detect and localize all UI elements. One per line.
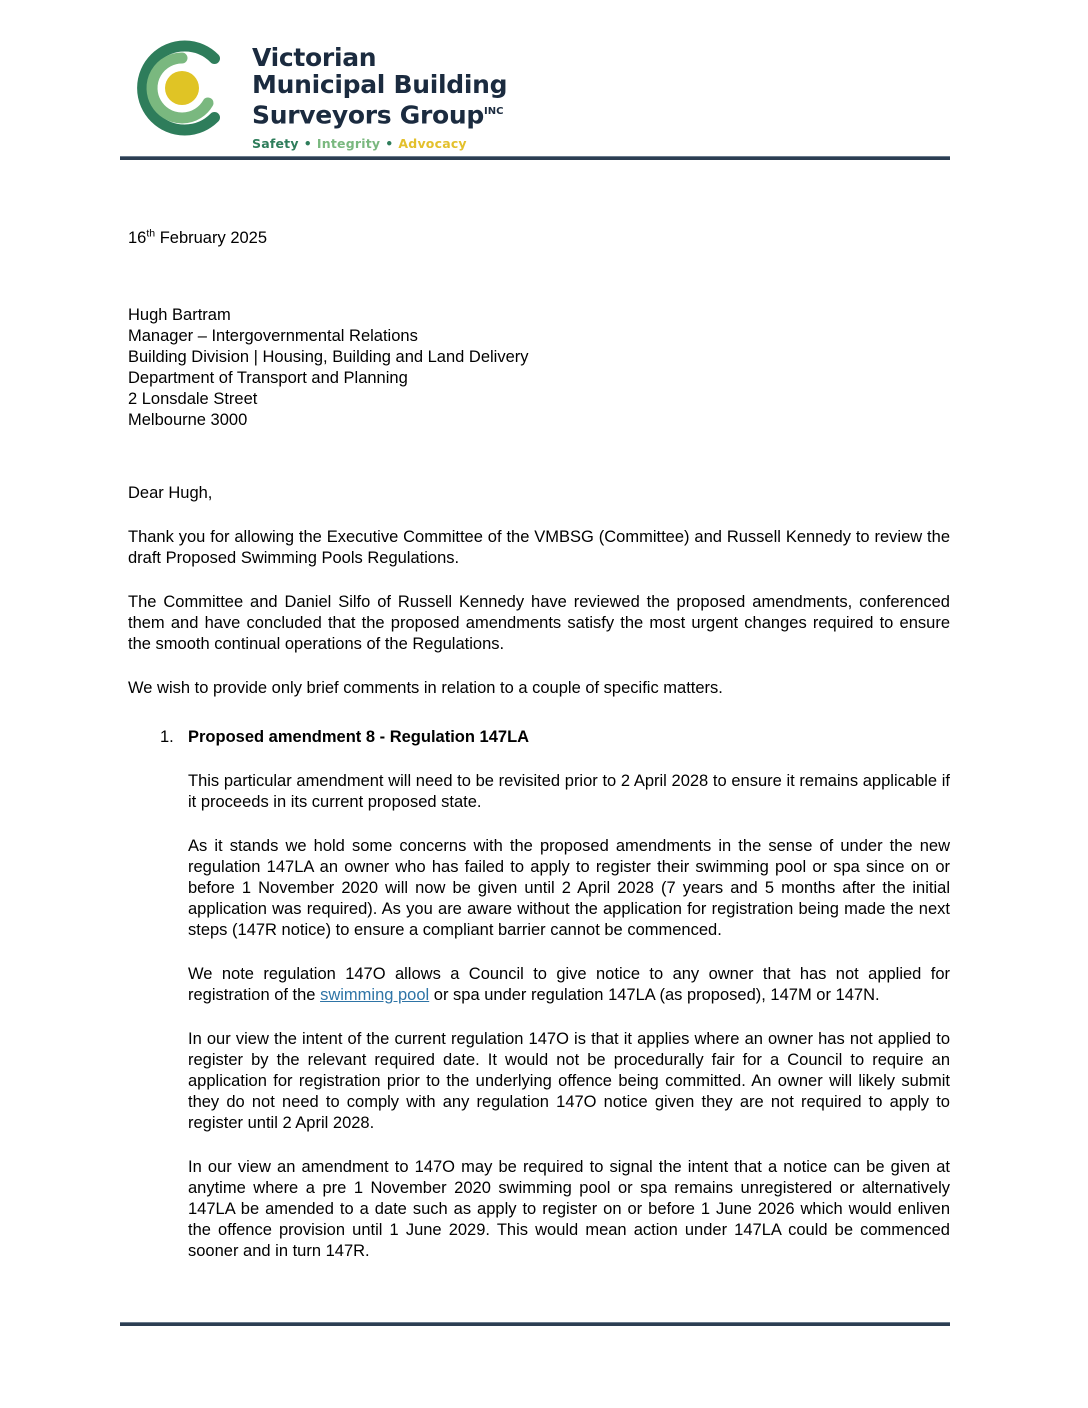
wordmark-line-2: Municipal Building: [252, 70, 508, 99]
item1-paragraph-4: In our view the intent of the current regulation 147O is that it applies where an owner has not applied to register by the relevant required date. It would not be procedurally fair for a Council to require an application for registration prior to the underlying offence being committed. An owner will likely submit they do not need to comply with any regulation 147O notice given they are not required to apply to register until 2 April 2028.: [188, 1030, 950, 1132]
body-paragraph-3: We wish to provide only brief comments in relation to a couple of specific matters.: [128, 679, 723, 697]
wordmark-line-1: Victorian: [252, 43, 377, 72]
header-divider-rule: [120, 156, 950, 160]
item1-paragraph-1: This particular amendment will need to be revisited prior to 2 April 2028 to ensure it remains applicable if it proceeds in its current proposed state.: [188, 772, 950, 811]
tagline-separator-1: •: [303, 136, 312, 152]
wordmark: [252, 30, 507, 151]
numbered-item-1: [128, 727, 950, 748]
numbered-item-1-content: [188, 771, 950, 1262]
wordmark-line-3-text: Surveyors Group: [252, 100, 484, 130]
footer-divider-rule: [120, 1322, 950, 1326]
date-ordinal-suffix: th: [146, 227, 156, 240]
item1-paragraph-3-after-link: or spa under regulation 147LA (as proposed), 147M or 147N.: [429, 986, 880, 1004]
swimming-pool-link[interactable]: swimming pool: [320, 986, 430, 1004]
item1-paragraph-3: [188, 964, 950, 1006]
numbered-item-1-number: 1.: [160, 728, 174, 746]
recipient-name: Hugh Bartram: [128, 306, 231, 324]
item1-paragraph-5: In our view an amendment to 147O may be required to signal the intent that a notice can be given at anytime where a pre 1 November 2020 swimming pool or spa remains unregistered or alternatively 147LA be amended to a date such as apply to register on or before 1 June 2026 which would enliven the offence provision until 1 June 2029. This would mean action under 147LA could be commenced sooner and in turn 147R.: [188, 1158, 950, 1260]
wordmark-inc-suffix: INC: [484, 106, 504, 117]
tagline-separator-2: •: [385, 136, 394, 152]
letterhead: [128, 30, 507, 151]
recipient-address-block: [128, 305, 950, 431]
tagline: [252, 136, 507, 151]
tagline-safety: Safety: [252, 136, 299, 152]
body-paragraph-1: Thank you for allowing the Executive Committee of the VMBSG (Committee) and Russell Kennedy to review the draft Proposed Swimming Pools Regulations.: [128, 528, 950, 567]
recipient-city: Melbourne 3000: [128, 411, 248, 429]
numbered-item-1-heading: Proposed amendment 8 - Regulation 147LA: [188, 728, 530, 746]
body-paragraph-2: The Committee and Daniel Silfo of Russell Kennedy have reviewed the proposed amendments, conferenced them and have concluded that the proposed amendments satisfy the most urgent changes required to ensure the smooth continual operations of the Regulations.: [128, 593, 950, 653]
letter-body: [128, 228, 950, 1262]
date-rest: February 2025: [155, 229, 268, 247]
recipient-street: 2 Lonsdale Street: [128, 390, 258, 408]
salutation: Dear Hugh,: [128, 484, 213, 502]
recipient-department: Department of Transport and Planning: [128, 369, 408, 387]
recipient-title: Manager – Intergovernmental Relations: [128, 327, 418, 345]
vmbsg-spiral-logo-icon: [128, 34, 236, 142]
recipient-division: Building Division | Housing, Building and Land Delivery: [128, 348, 529, 366]
wordmark-line-3: [252, 98, 507, 128]
item1-paragraph-3-before-link: We note regulation 147O allows a Council to give notice to any owner that has not applied for registration of the: [188, 965, 950, 1004]
date-day: 16: [128, 229, 147, 247]
item1-paragraph-2: As it stands we hold some concerns with the proposed amendments in the sense of under the new regulation 147LA an owner who has failed to apply to register their swimming pool or spa since on or before 1 November 2020 will now be given until 2 April 2028 (7 years and 5 months after the initial application was required). As you are aware without the application for registration being made the next steps (147R notice) to ensure a compliant barrier cannot be commenced.: [188, 837, 950, 939]
tagline-advocacy: Advocacy: [398, 136, 467, 152]
tagline-integrity: Integrity: [316, 136, 381, 152]
letter-date: [128, 228, 950, 249]
